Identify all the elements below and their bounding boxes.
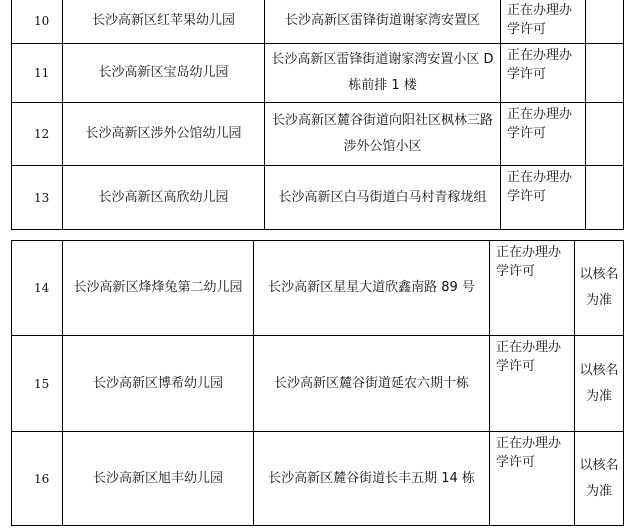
kindergarten-address: 长沙高新区白马街道白马村青稼垅组 <box>265 166 501 230</box>
table-row <box>12 336 624 432</box>
kindergarten-name: 长沙高新区博希幼儿园 <box>63 336 254 432</box>
license-status: 正在办理办学许可 <box>490 432 575 526</box>
kindergarten-name: 长沙高新区高欣幼儿园 <box>63 166 265 230</box>
remark <box>586 103 624 166</box>
row-number: 13 <box>12 166 63 230</box>
kindergarten-name: 长沙高新区红苹果幼儿园 <box>63 0 265 44</box>
remark: 以核名为准 <box>575 241 624 336</box>
table-row <box>12 103 624 166</box>
license-status: 正在办理办学许可 <box>501 44 586 103</box>
kindergarten-address: 长沙高新区麓谷街道向阳社区枫林三路涉外公馆小区 <box>265 103 501 166</box>
kindergarten-address: 长沙高新区麓谷街道长丰五期 14 栋 <box>254 432 490 526</box>
row-number: 15 <box>12 336 63 432</box>
license-status: 正在办理办学许可 <box>490 336 575 432</box>
license-status: 正在办理办学许可 <box>501 103 586 166</box>
kindergarten-address: 长沙高新区雷锋街道谢家湾安置区 <box>265 0 501 44</box>
kindergarten-address: 长沙高新区星星大道欣鑫南路 89 号 <box>254 241 490 336</box>
page-break-gap <box>0 231 631 240</box>
license-status: 正在办理办学许可 <box>490 241 575 336</box>
kindergarten-table-lower <box>11 240 624 526</box>
table-row <box>12 44 624 103</box>
row-number: 14 <box>12 241 63 336</box>
remark: 以核名为准 <box>575 336 624 432</box>
kindergarten-name: 长沙高新区涉外公馆幼儿园 <box>63 103 265 166</box>
kindergarten-name: 长沙高新区烽烽兔第二幼儿园 <box>63 241 254 336</box>
kindergarten-name: 长沙高新区宝岛幼儿园 <box>63 44 265 103</box>
license-status: 正在办理办学许可 <box>501 0 586 44</box>
kindergarten-address: 长沙高新区雷锋街道谢家湾安置小区 D 栋前排 1 楼 <box>265 44 501 103</box>
row-number: 16 <box>12 432 63 526</box>
row-number: 10 <box>12 0 63 44</box>
table-row <box>12 0 624 44</box>
remark <box>586 166 624 230</box>
kindergarten-table-upper <box>11 0 624 230</box>
kindergarten-address: 长沙高新区麓谷街道延农六期十栋 <box>254 336 490 432</box>
table-row <box>12 241 624 336</box>
row-number: 11 <box>12 44 63 103</box>
kindergarten-name: 长沙高新区旭丰幼儿园 <box>63 432 254 526</box>
license-status: 正在办理办学许可 <box>501 166 586 230</box>
table-row <box>12 166 624 230</box>
remark <box>586 0 624 44</box>
row-number: 12 <box>12 103 63 166</box>
remark <box>586 44 624 103</box>
remark: 以核名为准 <box>575 432 624 526</box>
table-row <box>12 432 624 526</box>
